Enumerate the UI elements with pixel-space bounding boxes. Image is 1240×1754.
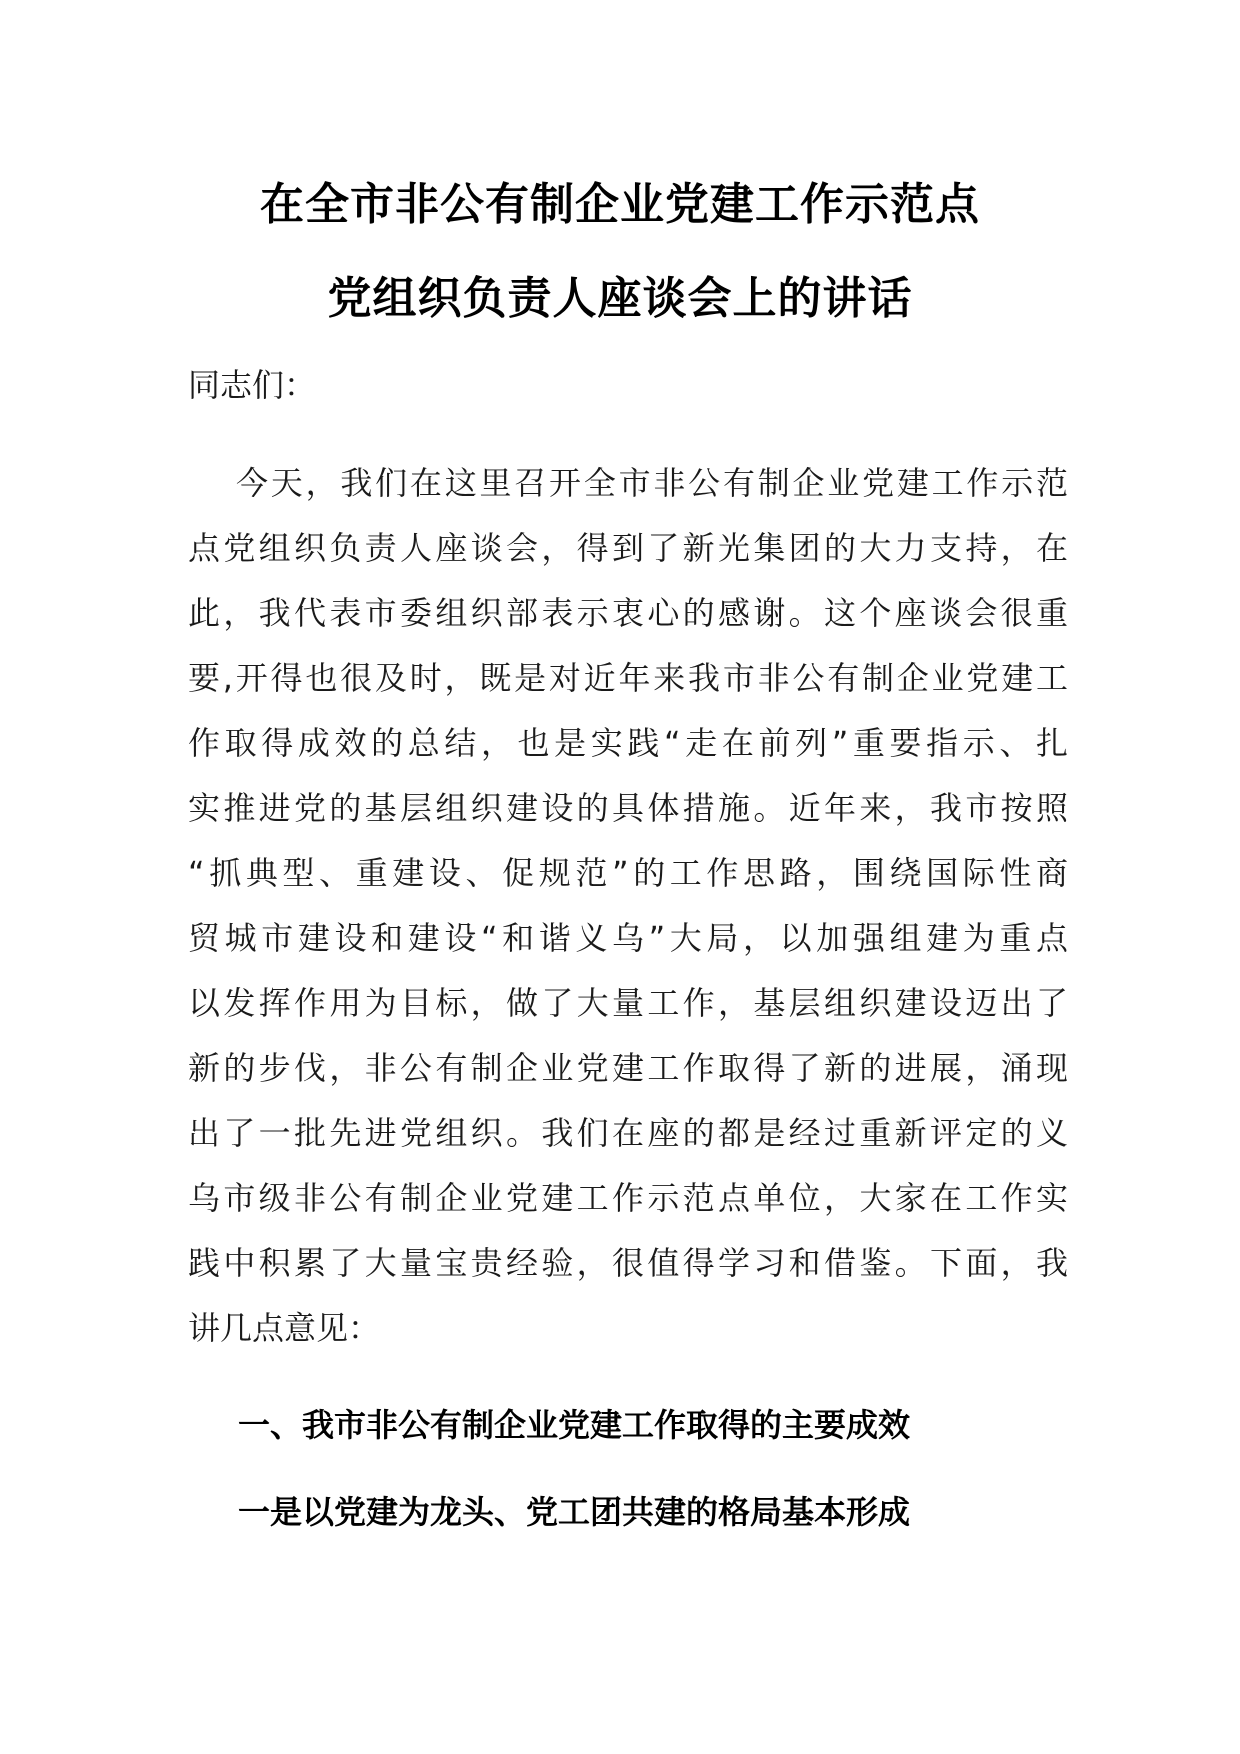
body-paragraph [188, 451, 1068, 1361]
paragraph-line: 今天，我们在这里召开全市非公有制企业党建工作示范 [236, 464, 1068, 502]
salutation: 同志们： [188, 366, 317, 404]
paragraph-line: 新的步伐，非公有制企业党建工作取得了新的进展，涌现 [188, 1049, 1068, 1087]
paragraph-line: 实推进党的基层组织建设的具体措施。近年来，我市按照 [188, 789, 1068, 827]
paragraph-line: 作取得成效的总结，也是实践“走在前列”重要指示、扎 [188, 724, 1068, 762]
paragraph-line: 以发挥作用为目标，做了大量工作，基层组织建设迈出了 [188, 984, 1068, 1022]
section-heading: 一、我市非公有制企业党建工作取得的主要成效 [238, 1406, 911, 1444]
paragraph-line: 乌市级非公有制企业党建工作示范点单位，大家在工作实 [188, 1179, 1068, 1217]
subsection-heading: 一是以党建为龙头、党工团共建的格局基本形成 [238, 1493, 911, 1531]
document-title-line-1: 在全市非公有制企业党建工作示范点 [260, 179, 980, 230]
paragraph-line: 要,开得也很及时，既是对近年来我市非公有制企业党建工 [188, 659, 1068, 697]
document-title-line-2: 党组织负责人座谈会上的讲话 [327, 273, 913, 324]
paragraph-line: 点党组织负责人座谈会，得到了新光集团的大力支持，在 [188, 529, 1068, 567]
paragraph-line: “抓典型、重建设、促规范”的工作思路，围绕国际性商 [188, 854, 1068, 892]
paragraph-line: 践中积累了大量宝贵经验，很值得学习和借鉴。下面，我 [188, 1244, 1068, 1282]
paragraph-line: 出了一批先进党组织。我们在座的都是经过重新评定的义 [188, 1114, 1068, 1152]
paragraph-line: 讲几点意见： [188, 1309, 381, 1347]
paragraph-line: 贸城市建设和建设“和谐义乌”大局，以加强组建为重点 [188, 919, 1068, 957]
paragraph-line: 此，我代表市委组织部表示衷心的感谢。这个座谈会很重 [188, 594, 1068, 632]
